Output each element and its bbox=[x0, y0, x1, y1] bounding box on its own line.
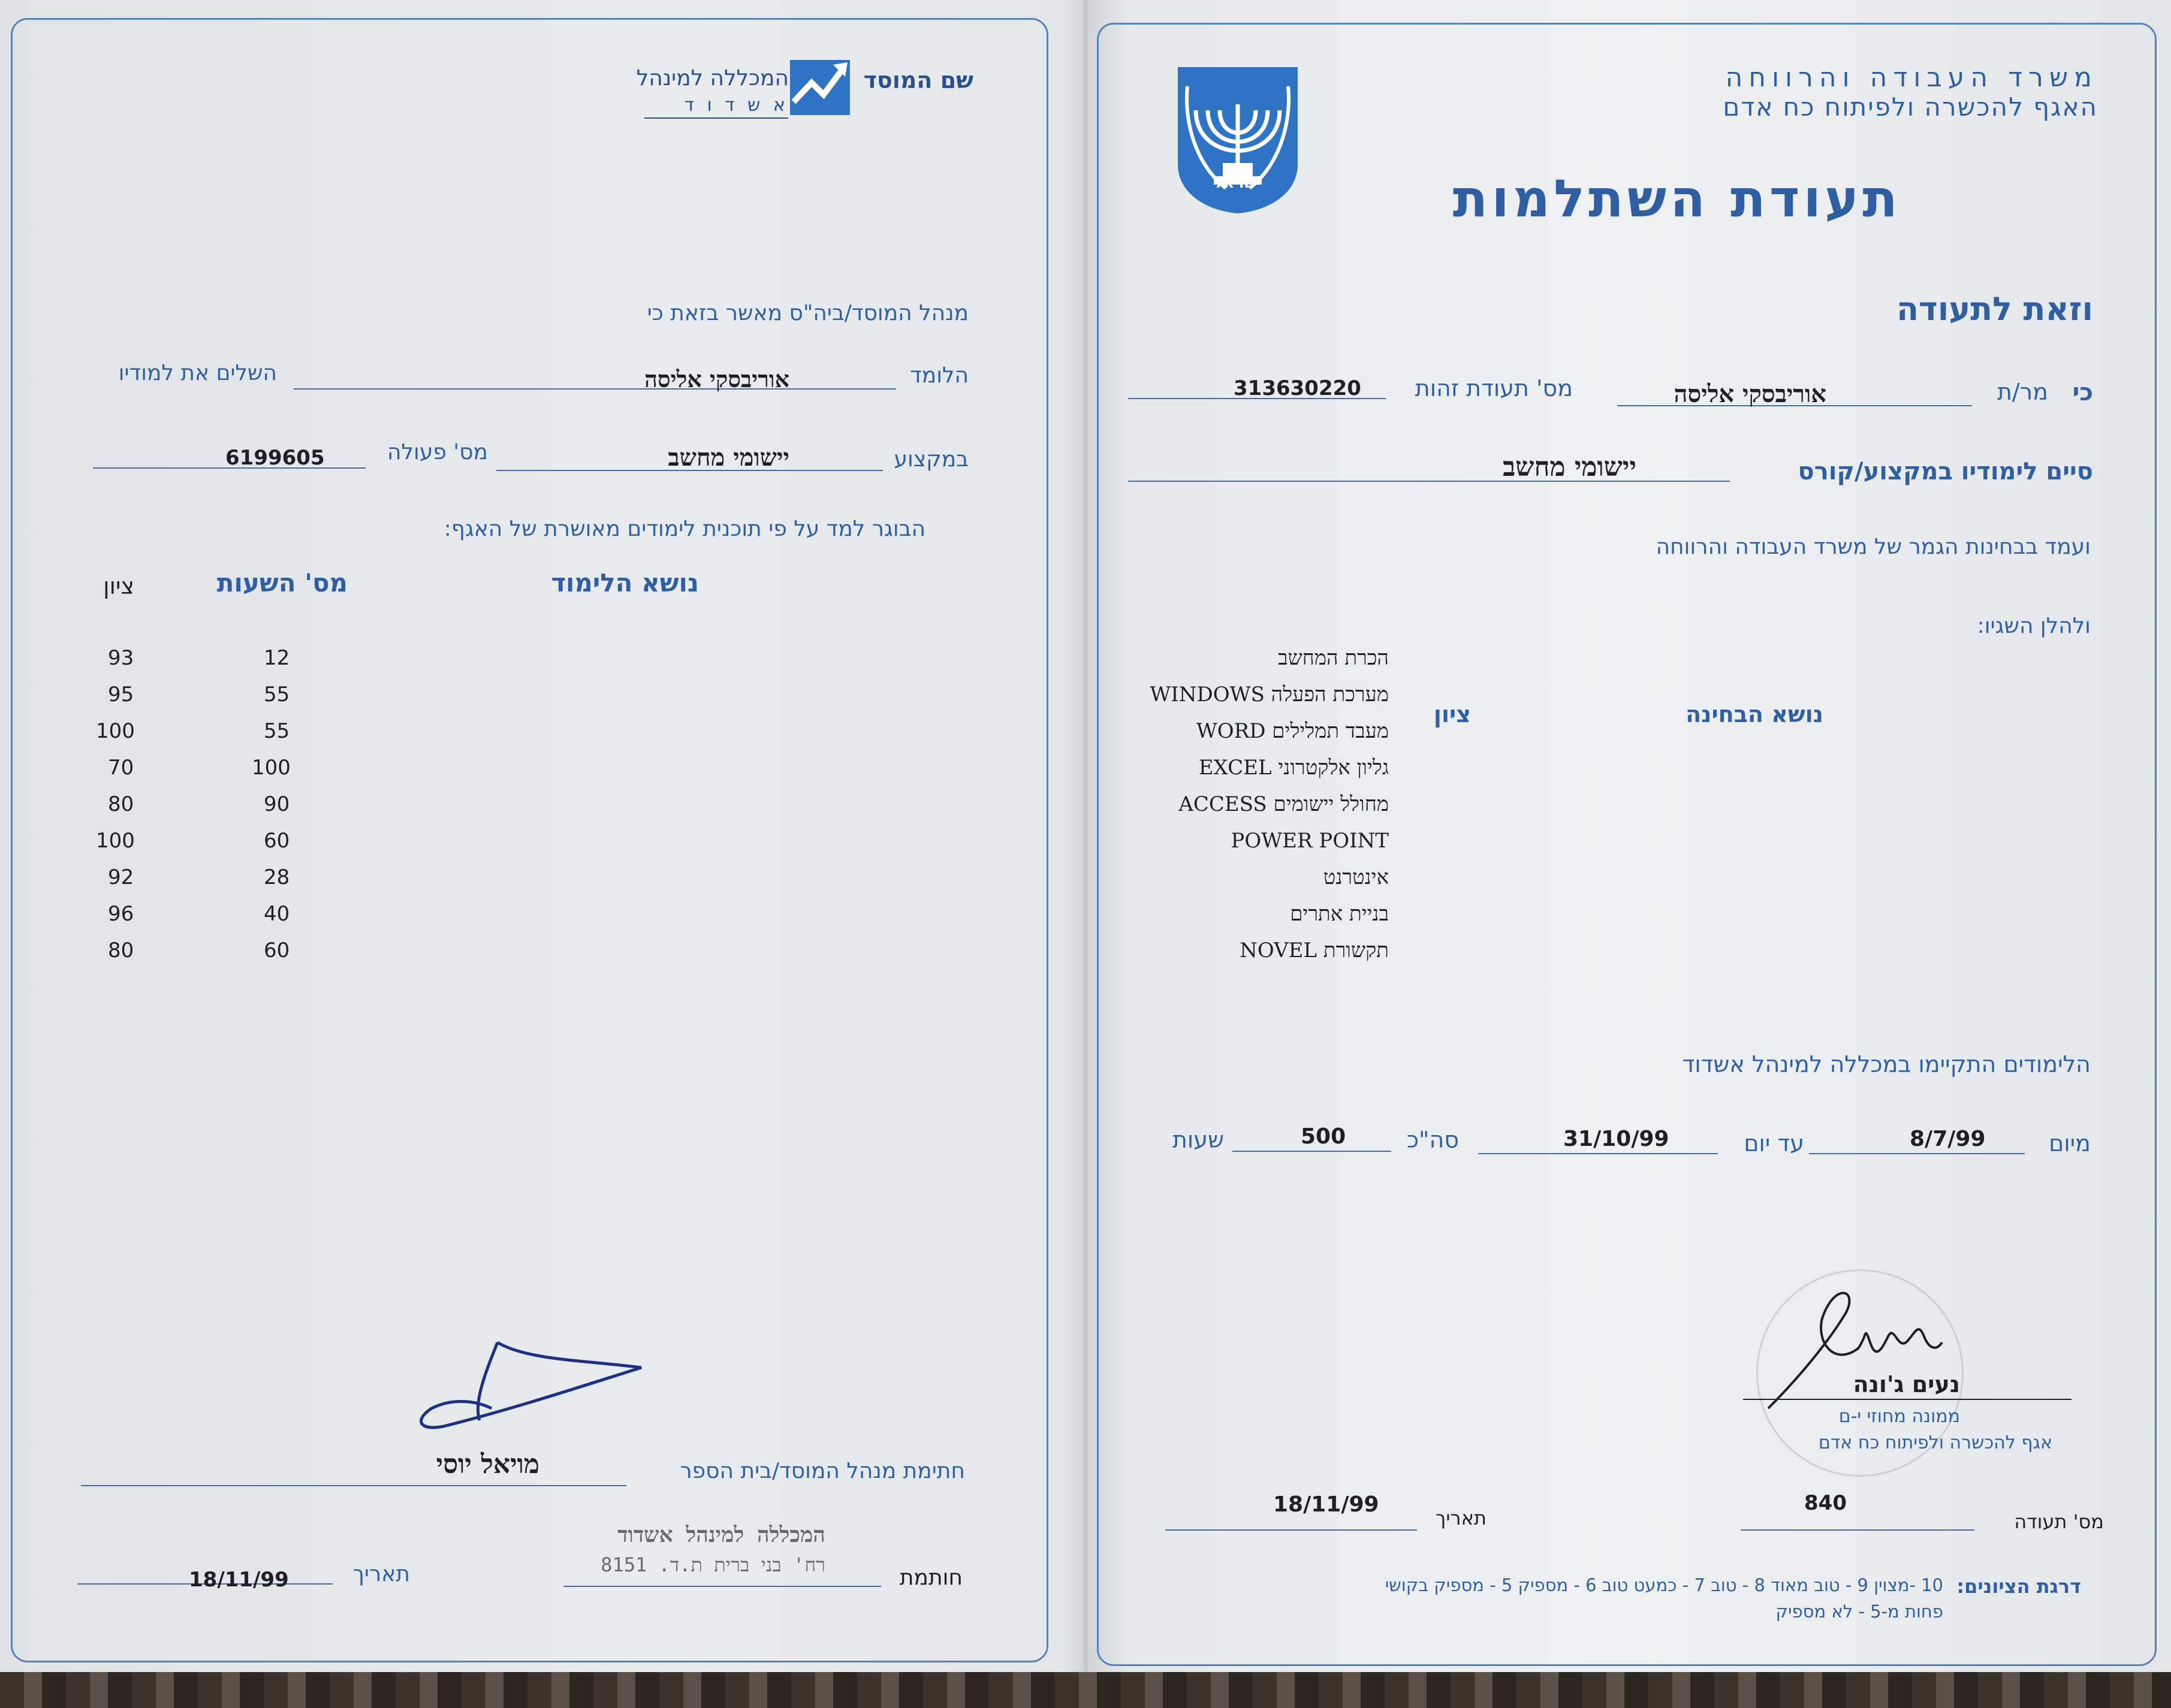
right-date-label: תאריך bbox=[1436, 1507, 1486, 1529]
hours-cell: 60 bbox=[264, 829, 290, 853]
table-row bbox=[0, 939, 1389, 974]
from-line bbox=[1809, 1153, 2025, 1154]
cert-no-value: 840 bbox=[1804, 1491, 1847, 1515]
hours-cell: 40 bbox=[264, 902, 290, 926]
certificate-title: תעודת השתלמות bbox=[1452, 169, 1901, 229]
director-signature bbox=[408, 1336, 659, 1438]
action-label: מס' פעולה bbox=[387, 440, 488, 464]
completed-label: השלים את למודיו bbox=[118, 361, 277, 385]
to-value: 31/10/99 bbox=[1563, 1127, 1669, 1151]
student-label: הלומד bbox=[910, 363, 969, 388]
col-grade-header: ציון bbox=[103, 573, 134, 599]
studies-location: הלימודים התקיימו במכללה למינהל אשדוד bbox=[1682, 1051, 2091, 1078]
table-row bbox=[0, 719, 1389, 755]
certify-heading: וזאת לתעודה bbox=[1896, 290, 2093, 328]
hours-cell: 28 bbox=[264, 865, 290, 889]
subject-cell: תקשורת NOVEL bbox=[1240, 939, 1389, 962]
grades-fail: פחות מ-5 - לא מספיק bbox=[1775, 1601, 1943, 1622]
table-row bbox=[0, 646, 1389, 682]
hours-cell: 12 bbox=[264, 646, 290, 670]
student-name-line bbox=[294, 388, 896, 390]
table-row bbox=[0, 683, 1389, 719]
id-label: מס' תעודת זהות bbox=[1415, 375, 1573, 402]
institution-label: שם המוסד bbox=[863, 67, 973, 93]
subject-cell: בניית אתרים bbox=[1290, 902, 1389, 926]
left-date-value: 18/11/99 bbox=[189, 1568, 289, 1592]
subject-cell: מעבד תמלילים WORD bbox=[1196, 719, 1389, 743]
right-date-line bbox=[1165, 1529, 1417, 1531]
to-label: עד יום bbox=[1744, 1130, 1804, 1157]
grade-cell: 80 bbox=[108, 792, 134, 816]
table-row bbox=[0, 792, 1389, 828]
achieved-label: ולהלן השגיו: bbox=[1977, 614, 2091, 638]
director-signature-label: חתימת מנהל המוסד/בית הספר bbox=[680, 1459, 965, 1483]
grade-cell: 80 bbox=[108, 939, 134, 962]
grade-cell: 93 bbox=[108, 646, 134, 670]
menorah-emblem-icon bbox=[1172, 62, 1304, 216]
exam-subject-header: נושא הבחינה bbox=[1685, 701, 1823, 728]
grade-cell: 95 bbox=[108, 683, 134, 707]
grades-scale: 10 -מצוין 9 - טוב מאוד 8 - טוב 7 - כמעט טוב 6 - מספיק 5 - מספיק בקושי bbox=[1385, 1575, 1943, 1595]
left-date-label: תאריך bbox=[352, 1562, 410, 1586]
stamp-line-2: רח' בני ברית ת.ד. 8151 bbox=[601, 1553, 825, 1576]
table-row bbox=[0, 829, 1389, 865]
chart-arrow-icon bbox=[790, 60, 850, 115]
logo-city: א ש ד ו ד bbox=[684, 95, 789, 116]
logo-underline bbox=[644, 117, 788, 119]
course-line bbox=[1128, 481, 1730, 482]
grade-cell: 92 bbox=[108, 865, 134, 889]
hours-label: שעות bbox=[1172, 1127, 1224, 1153]
grade-cell: 96 bbox=[108, 902, 134, 926]
exam-grade-header: ציון bbox=[1433, 701, 1471, 728]
id-value: 313630220 bbox=[1234, 376, 1361, 400]
curriculum-note: הבוגר למד על פי תוכנית לימודים מאושרת של האגף: bbox=[444, 517, 925, 541]
right-page-frame bbox=[1097, 23, 2157, 1666]
background-fabric bbox=[0, 1672, 2171, 1708]
grade-cell: 100 bbox=[96, 719, 135, 743]
center-fold bbox=[1084, 0, 1087, 1672]
director-confirms: מנהל המוסד/ביה"ס מאשר בזאת כי bbox=[647, 301, 969, 325]
subject-cell: גליון אלקטרוני EXCEL bbox=[1198, 756, 1389, 780]
hours-cell: 60 bbox=[264, 939, 290, 962]
subject-cell: מחולל יישומים ACCESS bbox=[1178, 792, 1389, 816]
department-name: האגף להכשרה ולפיתוח כח אדם bbox=[1723, 92, 2098, 122]
table-row bbox=[0, 902, 1389, 938]
cert-no-line bbox=[1741, 1529, 1974, 1531]
stamp-label: חותמת bbox=[899, 1565, 963, 1590]
subject-cell: מערכת הפעלה WINDOWS bbox=[1150, 683, 1389, 707]
right-date-value: 18/11/99 bbox=[1273, 1492, 1379, 1517]
signer-title: ממונה מחוזי י-ם bbox=[1838, 1406, 1960, 1427]
total-line bbox=[1232, 1151, 1391, 1152]
from-value: 8/7/99 bbox=[1910, 1127, 1986, 1151]
action-number: 6199605 bbox=[225, 446, 325, 470]
total-value: 500 bbox=[1301, 1124, 1346, 1149]
subject-cell: POWER POINT bbox=[1231, 829, 1389, 853]
grade-cell: 100 bbox=[96, 829, 135, 853]
total-label: סה"כ bbox=[1406, 1127, 1459, 1153]
director-line bbox=[81, 1485, 626, 1486]
table-row bbox=[0, 756, 1389, 792]
hours-cell: 55 bbox=[264, 719, 290, 743]
signer-line bbox=[1743, 1399, 2072, 1400]
field-value: יישומי מחשב bbox=[668, 443, 789, 472]
ki-label: כי bbox=[2072, 379, 2093, 406]
stamp-line bbox=[563, 1586, 881, 1587]
field-label: במקצוע bbox=[894, 447, 969, 472]
institution-logo bbox=[790, 60, 850, 115]
hours-cell: 55 bbox=[264, 683, 290, 707]
name-value: אוריבסקי אליסה bbox=[1674, 380, 1826, 408]
subject-cell: הכרת המחשב bbox=[1278, 646, 1389, 670]
course-label: סיים לימודיו במקצוע/קורס bbox=[1798, 458, 2093, 485]
director-name: מויאל יוסי bbox=[436, 1449, 539, 1480]
grades-label: דרגת הציונים: bbox=[1956, 1575, 2081, 1598]
hours-cell: 100 bbox=[252, 756, 291, 780]
state-emblem bbox=[1172, 62, 1304, 216]
course-value: יישומי מחשב bbox=[1503, 452, 1636, 482]
emblem-text: ישראל bbox=[1214, 174, 1261, 192]
mr-mrs-label: מר/ת bbox=[1997, 379, 2048, 405]
stamp-line-1: המכללה למינהל אשדוד bbox=[617, 1523, 825, 1547]
logo-name: המכללה למינהל bbox=[636, 66, 789, 90]
hours-cell: 90 bbox=[264, 792, 290, 816]
from-label: מיום bbox=[2049, 1130, 2091, 1157]
col-hours-header: מס' השעות bbox=[216, 568, 348, 598]
signer-name: נעים ג'ונה bbox=[1853, 1371, 1960, 1398]
signer-dept: אגף להכשרה ולפיתוח כח אדם bbox=[1818, 1432, 2052, 1453]
grade-cell: 70 bbox=[108, 756, 134, 780]
cert-no-label: מס' תעודה bbox=[2014, 1510, 2104, 1533]
col-subject-header: נושא הלימוד bbox=[551, 568, 699, 598]
subject-cell: אינטרנט bbox=[1323, 865, 1389, 889]
exam-line: ועמד בבחינות הגמר של משרד העבודה והרווחה bbox=[1656, 535, 2091, 559]
table-row bbox=[0, 865, 1389, 901]
student-name: אוריבסקי אליסה bbox=[644, 366, 789, 393]
ministry-name: משרד העבודה והרווחה bbox=[1725, 62, 2098, 93]
to-line bbox=[1478, 1153, 1718, 1154]
